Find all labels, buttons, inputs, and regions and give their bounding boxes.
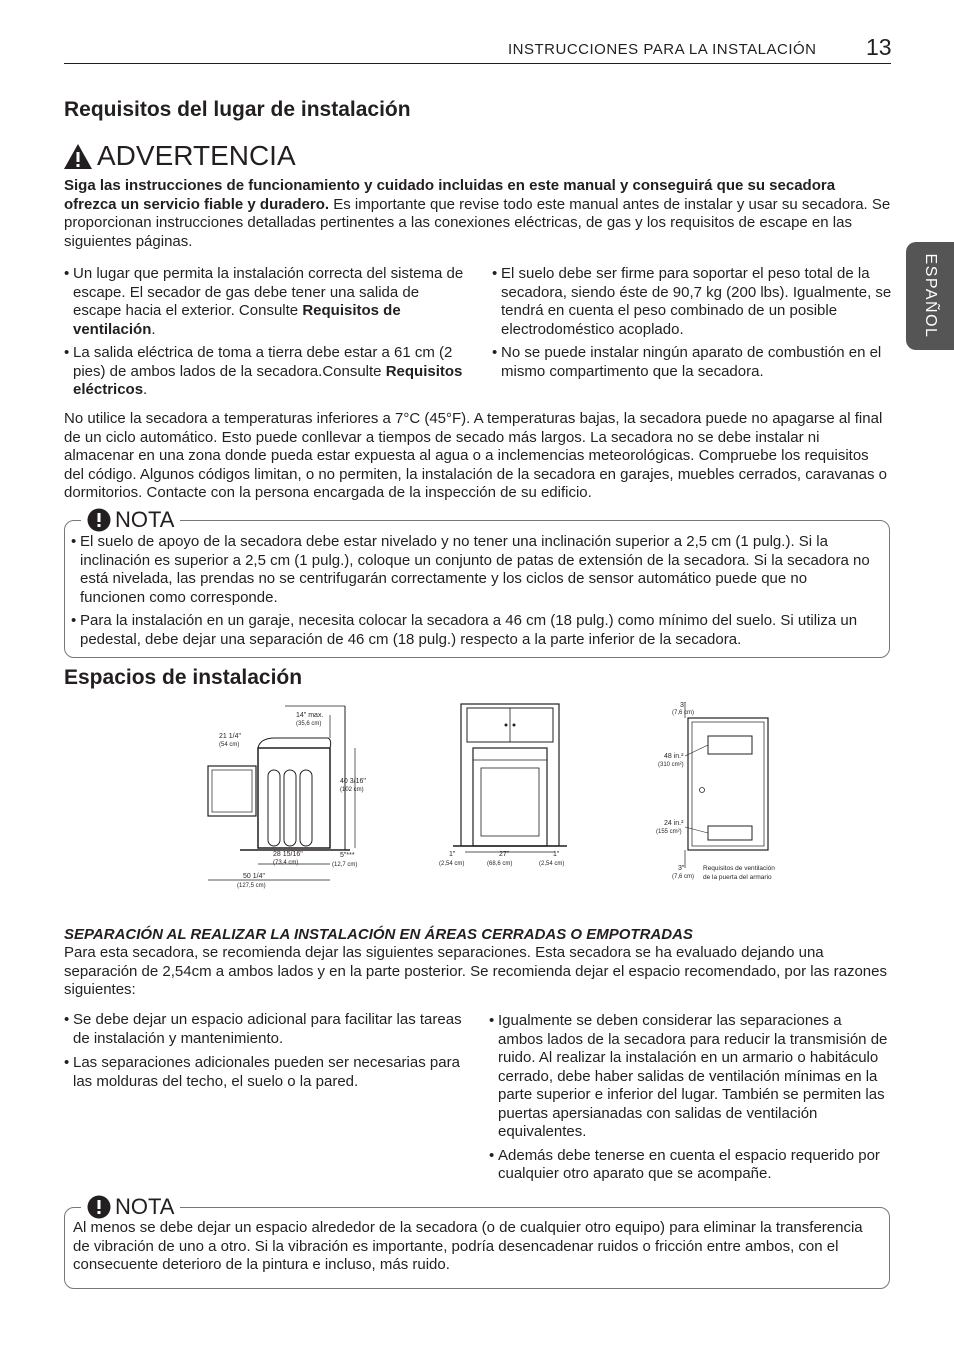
dim-top-gap: 3" [680,702,687,709]
note-list [71,533,871,649]
warning-title: ADVERTENCIA [97,140,296,171]
vent-top-area: 48 in.² [664,753,684,760]
dim-depth-metric: (73,4 cm) [273,860,299,866]
warning-text: Es importante que revise todo este manual antes de instalar y usar su secadora. Se proporcionan instrucciones detalladas pertinentes a las conexiones eléctricas, de gas y los requisitos de escape en las siguientes páginas. [64,195,891,250]
warning-paragraph [64,177,891,251]
dim-right-gap: 1" [553,851,560,858]
note-label: NOTA [115,507,175,532]
list-item: • Las separaciones adicionales pueden ser necesarias para las molduras del techo, el suelo o la pared. [64,1054,464,1091]
note-label: NOTA [115,1194,175,1219]
note-text: Al menos se debe dejar un espacio alrededor de la secadora (o de cualquier otro equipo) para eliminar la transferencia de vibración de uno a otro. Si la vibración es importante, podría desencadenar ruidos o fricción entre ambos, con el consecuente deterioro de la pintura e incluso, más ruido. [73,1219,863,1273]
dim-width: 27" [499,851,510,858]
list-item: • Para la instalación en un garaje, necesita colocar la secadora a 46 cm (18 pulg.) como mínimo del suelo. Si utiliza un pedestal, debe dejar una separación de 46 cm (18 pulg.) respecto a la parte inferior de la secadora. [71,612,871,649]
warning-triangle-icon [63,143,93,170]
dim-left-value: 21 1/4" [219,733,241,740]
dim-bottom-gap: 3" [678,865,685,872]
language-tab [906,242,954,350]
dim-right-gap-metric: (2,54 cm) [539,861,565,867]
list-item: • Además debe tenerse en cuenta el espacio requerido por cualquier otro aparato que se acompañe. [489,1147,889,1184]
dim-back-metric: (12,7 cm) [332,862,358,868]
dim-height-metric: (102 cm) [340,787,364,793]
list-item: • El suelo debe ser firme para soportar el peso total de la secadora, siendo éste de 90,7 kg (200 lbs). Igualmente, se tendrá en cuenta el peso combinado de un posible electrodoméstico acoplado. [492,265,892,339]
side-view-diagram [200,700,366,890]
dim-top-gap-metric: (7,6 cm) [672,710,695,716]
page-number: 13 [866,34,892,60]
list-item: • Se debe dejar un espacio adicional para facilitar las tareas de instalación y mantenimiento. [64,1011,464,1048]
dim-total-value: 50 1/4" [243,873,265,880]
clearance-intro: Para esta secadora, se recomienda dejar las siguientes separaciones. Esta secadora se ha evaluado dejando una separación de 2,54cm a ambos lados y en la parte posterior. Se recomienda dejar el espacio recomendado, por las razones siguientes: [64,944,887,998]
closet-door-diagram [650,698,800,883]
dim-top-metric: (35,6 cm) [296,721,322,727]
vent-top-area-metric: (310 cm²) [658,762,684,768]
clearance-subtitle: SEPARACIÓN AL REALIZAR LA INSTALACIÓN EN ÁREAS CERRADAS O EMPOTRADAS [64,926,693,943]
note-box-1 [64,507,890,658]
list-item: • El suelo de apoyo de la secadora debe estar nivelado y no tener una inclinación superior a 2,5 cm (1 pulg.). Si la inclinación es superior a 2,5 cm (1 pulg.), coloque un conjunto de patas de extensión de la secadora. Si la secadora no está nivelada, las prendas no se centrifugarán correctamente y los ciclos de sensor automático puede que no funcionen como corresponde. [71,533,871,607]
list-item: • Un lugar que permita la instalación correcta del sistema de escape. El secador de gas debe tener una salida de escape hacia el exterior. Consulte Requisitos de ventilación. [64,265,464,339]
warning-heading [63,140,296,172]
dim-left-metric: (54 cm) [219,742,240,748]
note-heading [81,1194,180,1220]
language-tab-label: ESPAÑOL [922,253,939,339]
note-box-2 [64,1194,890,1289]
right-requirements-list [492,265,892,381]
dim-height-value: 40 3/16" [340,778,366,785]
dim-depth-value: 28 15/16" [273,851,303,858]
left-requirements-list [64,265,464,400]
vent-bottom-area-metric: (155 cm²) [656,829,682,835]
vent-caption-line2: de la puerta del armario [703,874,772,881]
front-view-diagram [435,700,585,875]
dim-top-value: 14" max. [296,712,324,719]
list-item: • No se puede instalar ningún aparato de combustión en el mismo compartimento que la secadora. [492,344,892,381]
warning-bold-text: Siga las instrucciones de funcionamiento y cuidado incluidas en este manual y conseguirá que su secadora ofrezca un servicio fiable y duradero. [64,177,836,213]
temperature-paragraph: No utilice la secadora a temperaturas inferiores a 7°C (45°F). A temperaturas bajas, la secadora puede no apagarse al final de un ciclo automático. Esto puede conllevar a tiempos de secado más largos. La secadora no se debe instalar ni almacenar en una zona donde pueda estar expuesta al agua o a inclemencias meteorológicas. Compruebe los requisitos del código. Algunos códigos limitan, o no permiten, la instalación de la secadora en garajes, muebles cerrados, caravanas o dormitorios. Contacte con la persona encargada de la inspección de su edificio. [64,410,887,501]
dim-back-value: 5"*** [340,852,355,859]
section-title-spaces: Espacios de instalación [64,666,303,689]
dim-width-metric: (68,6 cm) [487,861,513,867]
exclamation-circle-icon [87,1195,111,1219]
dim-bottom-gap-metric: (7,6 cm) [672,874,695,880]
left-clearance-list [64,1011,464,1091]
list-item: • Igualmente se deben considerar las separaciones a ambos lados de la secadora para reducir la transmisión de ruido. Al realizar la instalación en un armario o habitáculo cerrado, debe haber salidas de ventilación mínimas en la parte superior e inferior del lugar. También se permiten las puertas apersianadas con salidas de ventilación equivalentes. [489,1012,889,1142]
dim-left-gap: 1" [449,851,456,858]
list-item: • La salida eléctrica de toma a tierra debe estar a 61 cm (2 pies) de ambos lados de la secadora.Consulte Requisitos eléctricos. [64,344,464,400]
dim-total-metric: (127,5 cm) [237,883,266,889]
right-clearance-list [489,1012,889,1184]
section-title-requirements: Requisitos del lugar de instalación [64,98,411,121]
header-divider [64,63,891,64]
vent-caption-line1: Requisitos de ventilación [703,865,775,872]
dim-left-gap-metric: (2,54 cm) [439,861,465,867]
note-heading [81,507,180,533]
running-header: INSTRUCCIONES PARA LA INSTALACIÓN [508,41,817,58]
exclamation-circle-icon [87,508,111,532]
vent-bottom-area: 24 in.² [664,820,684,827]
